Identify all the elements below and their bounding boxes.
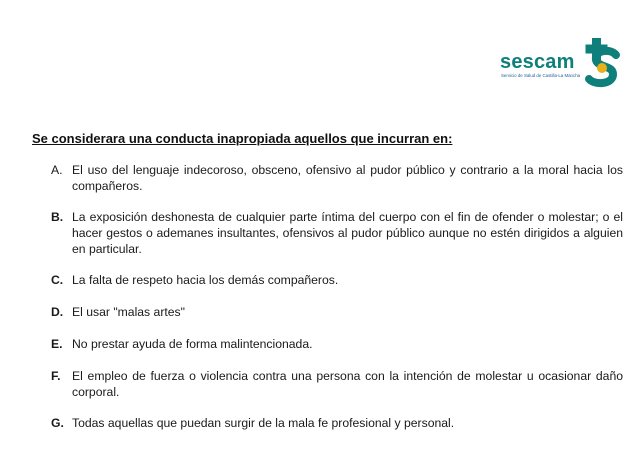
list-item bbox=[51, 415, 623, 431]
list-item bbox=[51, 162, 623, 194]
list-item-letter: A. bbox=[51, 163, 63, 177]
list-item-text: La exposición deshonesta de cualquier parte íntima del cuerpo con el fin de ofender o molestar; o el hacer gestos o ademanes insultantes, ofensivos al pudor público aunque no estén dirigidos a alguien en particular. bbox=[72, 210, 623, 256]
list-item bbox=[51, 304, 623, 320]
list-item-letter: C. bbox=[51, 273, 64, 287]
list-item bbox=[51, 272, 623, 288]
list-item-letter: F. bbox=[51, 369, 61, 383]
list-item-letter: B. bbox=[51, 210, 64, 224]
section-heading: Se considerara una conducta inapropiada aquellos que incurran en: bbox=[32, 131, 453, 146]
list-item bbox=[51, 368, 623, 400]
sescam-logo bbox=[500, 38, 624, 88]
logo-subtitle: Servicio de Salud de Castilla-La Mancha bbox=[501, 73, 581, 78]
list-item bbox=[51, 209, 623, 257]
list-item bbox=[51, 336, 623, 352]
list-item-text: El uso del lenguaje indecoroso, obsceno, ofensivo al pudor público y contrario a la moral hacia los compañeros. bbox=[72, 163, 623, 193]
sescam-emblem-icon bbox=[580, 38, 624, 88]
list-item-text: La falta de respeto hacia los demás compañeros. bbox=[72, 273, 339, 287]
list-item-text: No prestar ayuda de forma malintencionada. bbox=[72, 337, 313, 351]
list-item-letter: G. bbox=[51, 416, 64, 430]
list-item-text: El usar "malas artes" bbox=[72, 305, 185, 319]
list-item-letter: E. bbox=[51, 337, 63, 351]
list-item-text: Todas aquellas que puedan surgir de la mala fe profesional y personal. bbox=[72, 416, 455, 430]
list-item-letter: D. bbox=[51, 305, 64, 319]
logo-wordmark: sescam bbox=[500, 51, 575, 73]
list-item-text: El empleo de fuerza o violencia contra una persona con la intención de molestar u ocasionar daño corporal. bbox=[72, 369, 623, 399]
